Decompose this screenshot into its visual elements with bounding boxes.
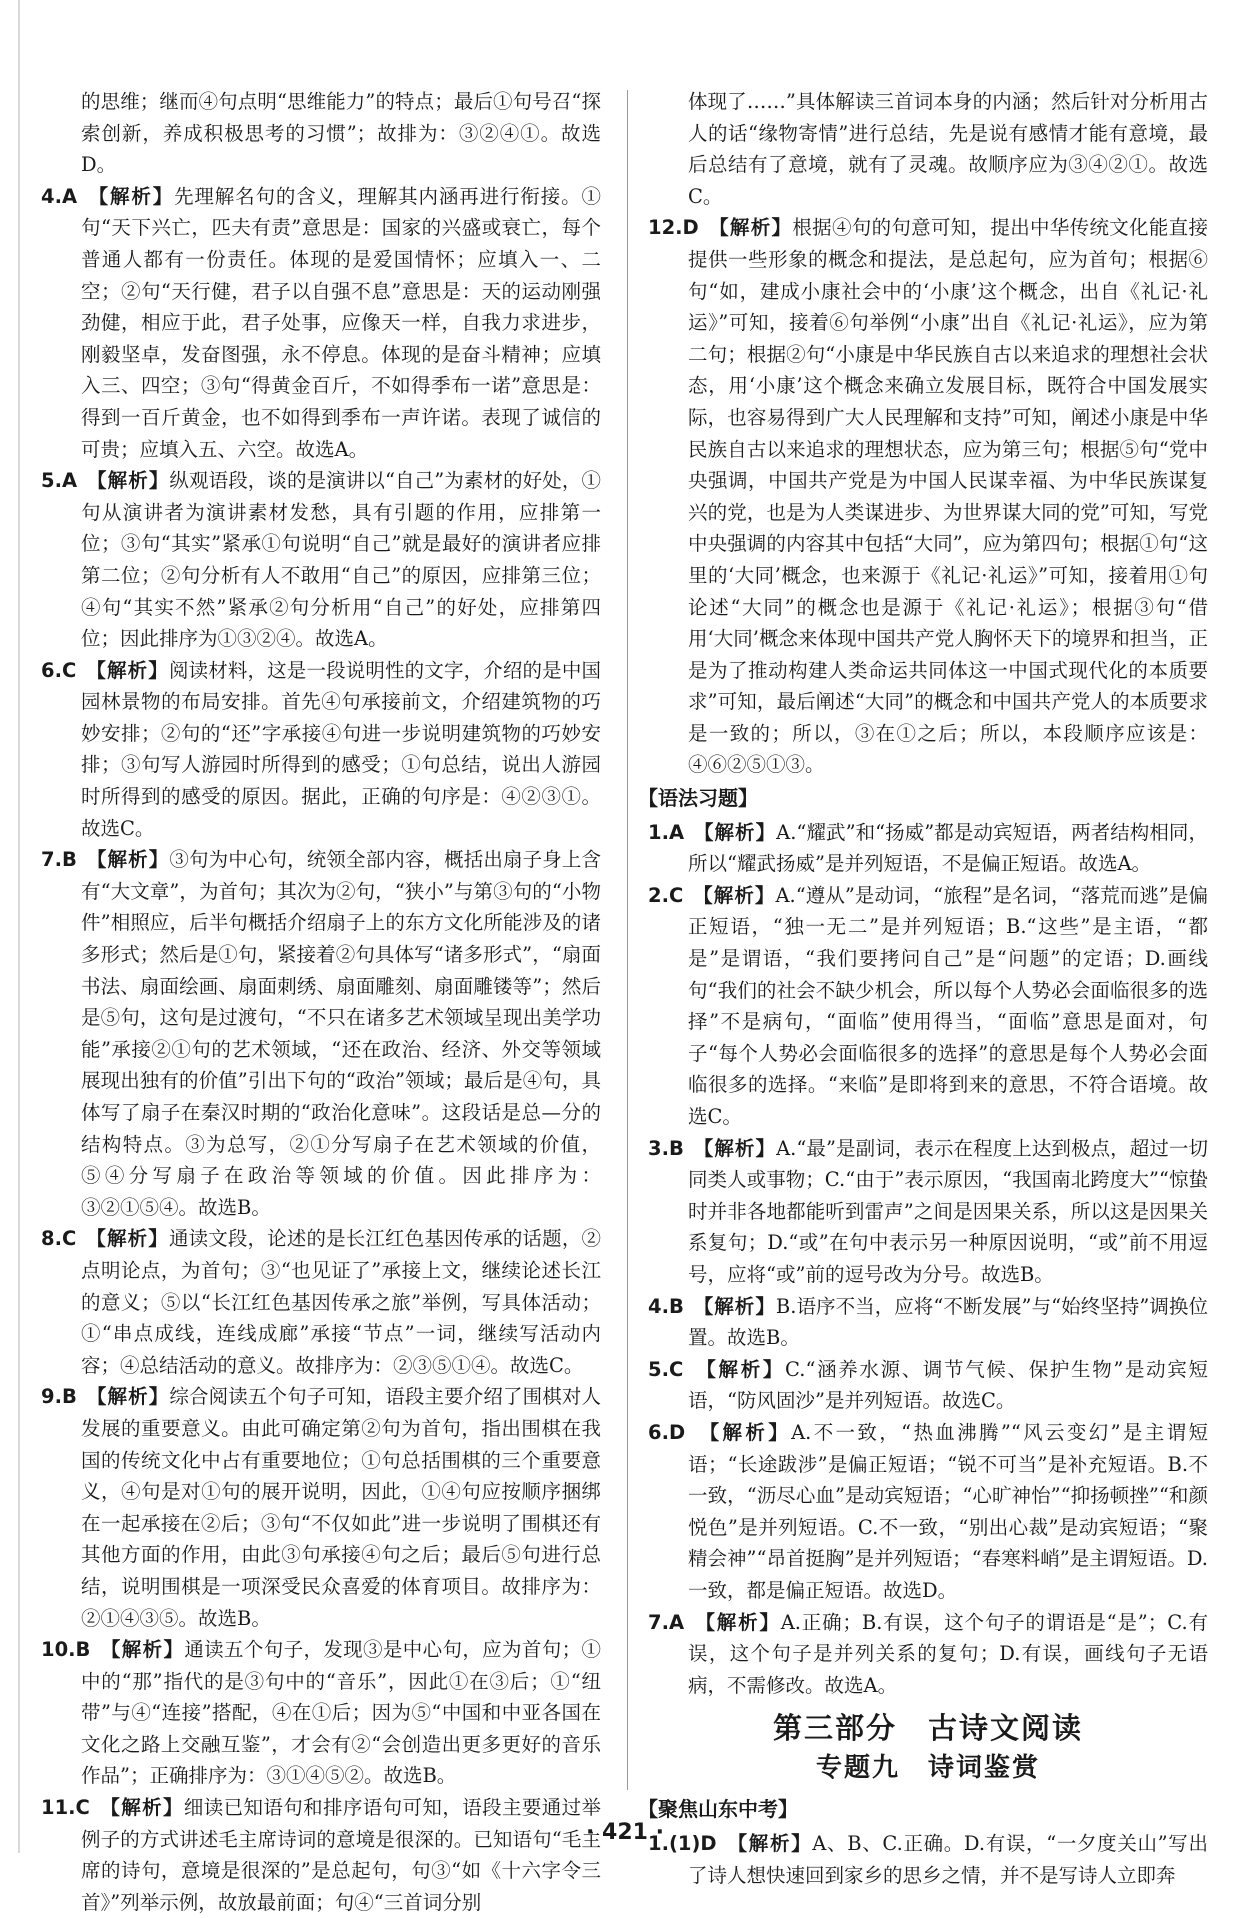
page-number: · 421 · <box>586 1820 664 1845</box>
item-number: 11.C <box>41 1796 90 1820</box>
analysis-tag: 【解析】 <box>737 1832 813 1856</box>
item-number: 2.C <box>648 883 684 907</box>
answer-item <box>41 1792 601 1918</box>
answer-item <box>41 1223 601 1381</box>
left-column <box>41 86 601 1918</box>
answer-item <box>648 1417 1208 1607</box>
item-text: 通读文段，论述的是长江红色基因传承的话题，②点明论点，为首句；③“也见证了”承接上文，继续论述长江的意义；⑤以“长江红色基因传承之旅”举例，写具体活动；①“串点成线，连线成廊”承接“节点”一词，继续写活动内容；④总结活动的意义。故排序为：②③⑤①④。故选C。 <box>81 1227 601 1377</box>
item-number: 4.B <box>648 1294 684 1318</box>
shandong-section-heading: 【聚焦山东中考】 <box>638 1797 798 1822</box>
item-number: 12.D <box>648 216 699 240</box>
item-number: 8.C <box>41 1227 77 1251</box>
item-text: 体现了……”具体解读三首词本身的内涵；然后针对分析用古人的话“缘物寄情”进行总结，先是说有感情才能有意境，最后总结有了意境，就有了灵魂。故顺序应为③④②①。故选C。 <box>688 90 1208 208</box>
answer-item <box>648 817 1208 880</box>
answer-item <box>648 86 1208 212</box>
analysis-tag: 【解析】 <box>98 184 175 208</box>
analysis-tag: 【解析】 <box>96 1227 169 1251</box>
answer-item <box>41 465 601 655</box>
analysis-tag: 【解析】 <box>110 1638 185 1662</box>
answer-item <box>41 1381 601 1634</box>
item-number: 9.B <box>41 1385 77 1409</box>
item-number: 5.C <box>648 1357 684 1381</box>
answer-item <box>648 880 1208 1133</box>
topic-title: 专题九 诗词鉴赏 <box>815 1752 1040 1783</box>
item-text: ③句为中心句，统领全部内容，概括出扇子身上含有“大文章”，为首句；其次为②句，“狭小”与第③句的“小物件”相照应，后半句概括介绍扇子上的东方文化所能涉及的诸多形式；然后是①句，紧接着②句具体写“诸多形式”，“扇面书法、扇面绘画、扇面刺绣、扇面雕刻、扇面雕镂等”；然后是⑤句，这句是过渡句，“不只在诸多艺术领域呈现出美学功能”承接②①句的艺术领域，“还在政治、经济、外交等领域展现出独有的价值”引出下句的“政治”领域；最后是④句，具体写了扇子在秦汉时期的“政治化意味”。这段话是总—分的结构特点。③为总写，②①分写扇子在艺术领域的价值，⑤④分写扇子在政治等领域的价值。因此排序为：③②①⑤④。故选B。 <box>81 848 601 1219</box>
answer-item <box>41 181 601 465</box>
item-text: A.不一致，“热血沸腾”“风云变幻”是主谓短语；“长途跋涉”是偏正短语；“锐不可当”是补充短语。B.不一致，“沥尽心血”是动宾短语；“心旷神怡”“抑扬顿挫”“和颜悦色”是并列短语。C.不一致，“别出心裁”是动宾短语；“聚精会神”“昂首挺胸”是并列短语；“春寒料峭”是主谓短语。D.一致，都是偏正短语。故选D。 <box>688 1420 1208 1602</box>
item-text: 根据④句的句意可知，提出中华传统文化能直接提供一些形象的概念和提法，是总起句，应为首句；根据⑥句“如，建成小康社会中的‘小康’这个概念，出自《礼记·礼运》”可知，接着⑥句举例“小康”出自《礼记·礼运》，应为第二句；根据②句“小康是中华民族自古以来追求的理想社会状态，用‘小康’这个概念来确立发展目标，既符合中国发展实际，也容易得到广大人民理解和支持”可知，阐述小康是中华民族自古以来追求的理想状态，应为第三句；根据⑤句“党中央强调，中国共产党是为中国人民谋幸福、为中华民族谋复兴的党，也是为人类谋进步、为世界谋大同的党”可知，写党中央强调的内容其中包括“大同”，应为第四句；根据①句“这里的‘大同’概念，也来源于《礼记·礼运》”可知，接着用①句论述“大同”的概念也是源于《礼记·礼运》；根据③句“借用‘大同’概念来体现中国共产党人胸怀天下的境界和担当，正是为了推动构建人类命运共同体这一中国式现代化的本质要求”可知，最后阐述“大同”的概念和中国共产党人的本质要求是一致的；所以，③在①之后；所以，本段顺序应该是：④⑥②⑤①③。 <box>688 216 1208 777</box>
item-text: 先理解名句的含义，理解其内涵再进行衔接。①句“天下兴亡，匹夫有责”意思是：国家的兴盛或衰亡，每个普通人都有一份责任。体现的是爱国情怀；应填入一、二空；②句“天行健，君子以自强不息”意思是：天的运动刚强劲健，相应于此，君子处事，应像天一样，自我力求进步，刚毅坚卓，发奋图强，永不停息。体现的是奋斗精神；应填入三、四空；③句“得黄金百斤，不如得季布一诺”意思是：得到一百斤黄金，也不如得到季布一声许诺。表现了诚信的可贵；应填入五、六空。故选A。 <box>81 184 601 461</box>
item-text: A.“遵从”是动词，“旅程”是名词，“落荒而逃”是偏正短语，“独一无二”是并列短语；B.“这些”是主语，“都是”是谓语，“我们要拷问自己”是“问题”的定语；D.画线句“我们的社会不缺少机会，所以每个人势必会面临很多的选择”不是病句，“面临”使用得当，“面临”意思是面对，句子“每个人势必会面临很多的选择”的意思是每个人势必会面临很多的选择。“来临”是即将到来的意思，不符合语境。故选C。 <box>688 883 1208 1128</box>
item-text: A.“耀武”和“扬威”都是动宾短语，两者结构相同，所以“耀武扬威”是并列短语，不是偏正短语。故选A。 <box>688 820 1208 876</box>
binding-margin-line <box>18 0 20 1853</box>
answer-item <box>648 1291 1208 1354</box>
analysis-tag: 【解析】 <box>96 469 170 493</box>
analysis-tag: 【解析】 <box>703 1136 777 1160</box>
column-divider <box>627 90 628 1790</box>
item-number: 1.(1)D <box>648 1832 717 1856</box>
item-text: 综合阅读五个句子可知，语段主要介绍了围棋对人发展的重要意义。由此可确定第②句为首句，指出围棋在我国的传统文化中占有重要地位；①句总括围棋的三个重要意义，④句是对①句的展开说明，因此，①④句应按顺序捆绑在一起承接在②后；③句“不仅如此”进一步说明了围棋还有其他方面的作用，由此③句承接④句之后；最后⑤句进行总结，说明围棋是一项深受民众喜爱的体育项目。故排序为：②①④③⑤。故选B。 <box>81 1385 601 1630</box>
item-text: 纵观语段，谈的是演讲以“自己”为素材的好处，①句从演讲者为演讲素材发愁，具有引题的作用，应排第一位；③句“其实”紧承①句说明“自己”就是最好的演讲者应排第二位；②句分析有人不敢用“自己”的原因，应排第三位；④句“其实不然”紧承②句分析用“自己”的好处，应排第四位；因此排序为①③②④。故选A。 <box>81 469 601 651</box>
analysis-tag: 【解析】 <box>702 883 776 907</box>
answer-item <box>648 1354 1208 1417</box>
grammar-section-heading: 【语法习题】 <box>638 786 758 811</box>
analysis-tag: 【解析】 <box>706 1357 786 1381</box>
item-number: 3.B <box>648 1136 684 1160</box>
analysis-tag: 【解析】 <box>110 1796 184 1820</box>
item-number: 7.A <box>648 1610 685 1634</box>
item-text: A、B、C.正确。D.有误，“一夕度关山”写出了诗人想快速回到家乡的思乡之情，并不是写诗人立即奔 <box>688 1832 1208 1887</box>
item-number: 7.B <box>41 848 77 872</box>
item-number: 1.A <box>648 820 685 844</box>
answer-item <box>41 655 601 845</box>
right-column <box>638 86 1208 1891</box>
analysis-tag: 【解析】 <box>96 658 169 682</box>
answer-item <box>41 1634 601 1792</box>
answer-item <box>41 844 601 1223</box>
part-title: 第三部分 古诗文阅读 <box>772 1711 1083 1746</box>
item-number: 4.A <box>41 184 78 208</box>
item-number: 6.D <box>648 1420 686 1444</box>
item-text: 细读已知语句和排序语句可知，语段主要通过举例子的方式讲述毛主席诗词的意境是很深的。已知语句“毛主席的诗句，意境是很深的”是总起句，句③“如《十六字令三首》”列举示例，故放最前面；句④“三首词分别 <box>81 1796 601 1914</box>
item-text: A.正确；B.有误，这个句子的谓语是“是”；C.有误，这个句子是并列关系的复句；D.有误，画线句子无语病，不需修改。故选A。 <box>688 1610 1208 1697</box>
answer-item <box>648 1607 1208 1702</box>
answer-item <box>41 86 601 181</box>
analysis-tag: 【解析】 <box>703 1294 776 1318</box>
item-text: A.“最”是副词，表示在程度上达到极点，超过一切同类人或事物；C.“由于”表示原因，“我国南北跨度大”“惊蛰时并非各地都能听到雷声”之间是因果关系，所以这是因果关系复句；D.“或”在句中表示另一种原因说明，“或”前不用逗号，应将“或”前的逗号改为分号。故选B。 <box>688 1136 1208 1286</box>
grammar-items <box>648 817 1208 1702</box>
analysis-tag: 【解析】 <box>705 1610 781 1634</box>
item-text: 阅读材料，这是一段说明性的文字，介绍的是中国园林景物的布局安排。首先④句承接前文，介绍建筑物的巧妙安排；②句的“还”字承接④句进一步说明建筑物的巧妙安排；③句写人游园时所得到的感受；①句总结，说出人游园时所得到的感受的原因。据此，正确的句序是：④②③①。故选C。 <box>81 658 601 840</box>
analysis-tag: 【解析】 <box>96 1385 170 1409</box>
right-column-top-items <box>648 86 1208 781</box>
item-number: 10.B <box>41 1638 91 1662</box>
answer-item <box>648 212 1208 781</box>
item-number: 5.A <box>41 469 78 493</box>
item-text: C.“涵养水源、调节气候、保护生物”是动宾短语，“防风固沙”是并列短语。故选C。 <box>688 1357 1208 1413</box>
item-text: 通读五个句子，发现③是中心句，应为首句；①中的“那”指代的是③句中的“音乐”，因此①在③后；①“纽带”与④“连接”搭配，④在①后；因为⑤“中国和中亚各国在文化之路上交融互鉴”，才会有②“会创造出更多更好的音乐作品”；正确排序为：③①④⑤②。故选B。 <box>81 1638 601 1788</box>
answer-item <box>648 1133 1208 1291</box>
item-text: B.语序不当，应将“不断发展”与“始终坚持”调换位置。故选B。 <box>688 1294 1208 1350</box>
item-text: 的思维；继而④句点明“思维能力”的特点；最后①句号召“探索创新，养成积极思考的习惯”；故排为：③②④①。故选D。 <box>81 90 601 177</box>
item-number: 6.C <box>41 658 77 682</box>
analysis-tag: 【解析】 <box>718 216 793 240</box>
analysis-tag: 【解析】 <box>96 848 170 872</box>
analysis-tag: 【解析】 <box>709 1420 792 1444</box>
analysis-tag: 【解析】 <box>703 820 777 844</box>
